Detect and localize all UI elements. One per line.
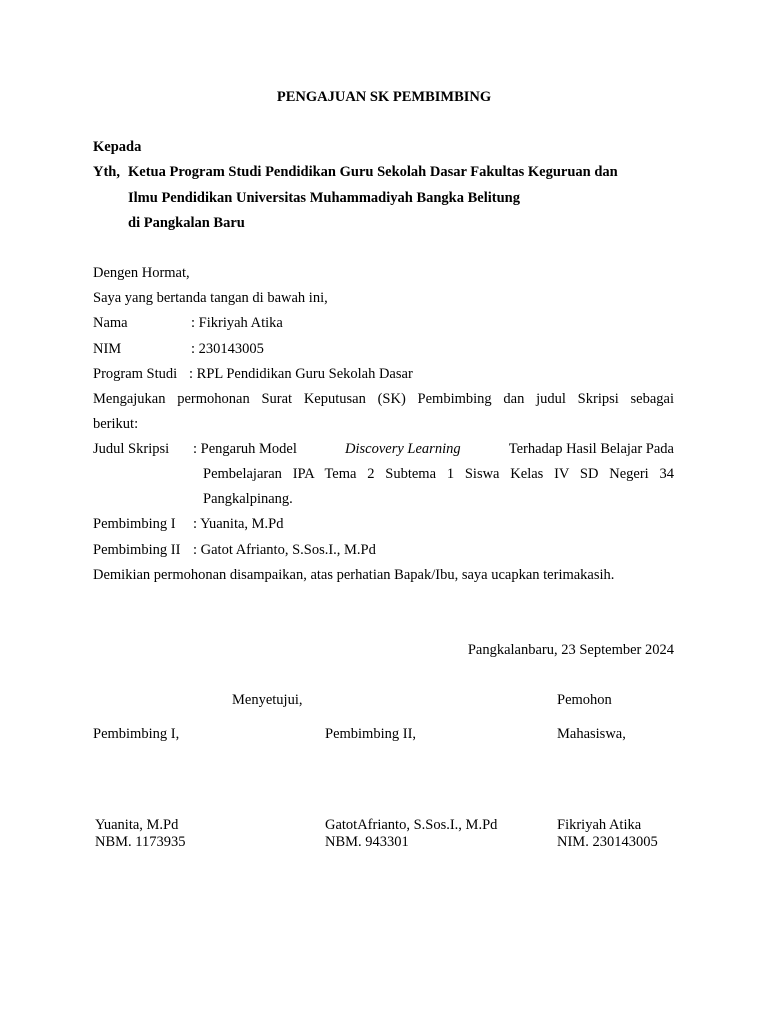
judul-label: Judul Skripsi — [93, 441, 170, 457]
sig-col2-name: GatotAfrianto, S.Sos.I., M.Pd — [325, 817, 498, 833]
recipient-kepada: Kepada — [93, 139, 142, 155]
recipient-yth: Yth, — [93, 164, 120, 180]
closing-text: Demikian permohonan disampaikan, atas perhatian Bapak/Ibu, saya ucapkan terimakasih. — [93, 567, 615, 583]
greeting: Dengen Hormat, — [93, 265, 190, 281]
sig-col1-name: Yuanita, M.Pd — [95, 817, 179, 833]
nama-value: : Fikriyah Atika — [191, 315, 283, 331]
recipient-line-1: Ketua Program Studi Pendidikan Guru Sekolah Dasar Fakultas Keguruan dan — [128, 164, 618, 180]
recipient-line-2: Ilmu Pendidikan Universitas Muhammadiyah Bangka Belitung — [128, 190, 520, 206]
sig-col1-id: NBM. 1173935 — [95, 834, 186, 850]
pembimbing1-label: Pembimbing I — [93, 516, 176, 532]
judul-line-1 — [193, 440, 674, 458]
pembimbing2-value: : Gatot Afrianto, S.Sos.I., M.Pd — [193, 542, 376, 558]
request-line-1: Mengajukan permohonan Surat Keputusan (SK) Pembimbing dan judul Skripsi sebagai — [93, 391, 674, 407]
judul-line-3: Pangkalpinang. — [203, 491, 293, 507]
judul-italic: Discovery Learning — [345, 441, 461, 457]
menyetujui-label: Menyetujui, — [232, 692, 303, 708]
document-title: PENGAJUAN SK PEMBIMBING — [276, 89, 492, 105]
sig-col2-role: Pembimbing II, — [325, 726, 417, 742]
judul-line-2: Pembelajaran IPA Tema 2 Subtema 1 Siswa Kelas IV SD Negeri 34 — [203, 466, 674, 482]
prodi-label: Program Studi — [93, 366, 178, 382]
sig-col3-name: Fikriyah Atika — [557, 817, 642, 833]
nim-value: : 230143005 — [191, 341, 264, 357]
sig-col1-role: Pembimbing I, — [93, 726, 180, 742]
judul-prefix: : Pengaruh Model — [193, 441, 297, 457]
recipient-line-3: di Pangkalan Baru — [128, 215, 245, 231]
pembimbing2-label: Pembimbing II — [93, 542, 181, 558]
judul-rest: Terhadap Hasil Belajar Pada — [508, 441, 674, 457]
sig-col3-role: Mahasiswa, — [557, 726, 626, 742]
nim-label: NIM — [93, 341, 122, 357]
place-date: Pangkalanbaru, 23 September 2024 — [467, 642, 674, 658]
intro-text: Saya yang bertanda tangan di bawah ini, — [93, 290, 328, 306]
prodi-value: : RPL Pendidikan Guru Sekolah Dasar — [189, 366, 413, 382]
sig-col3-id: NIM. 230143005 — [557, 834, 658, 850]
request-line-2: berikut: — [93, 416, 139, 432]
nama-label: Nama — [93, 315, 128, 331]
pembimbing1-value: : Yuanita, M.Pd — [193, 516, 284, 532]
sig-col2-id: NBM. 943301 — [325, 834, 409, 850]
pemohon-label: Pemohon — [557, 692, 612, 708]
